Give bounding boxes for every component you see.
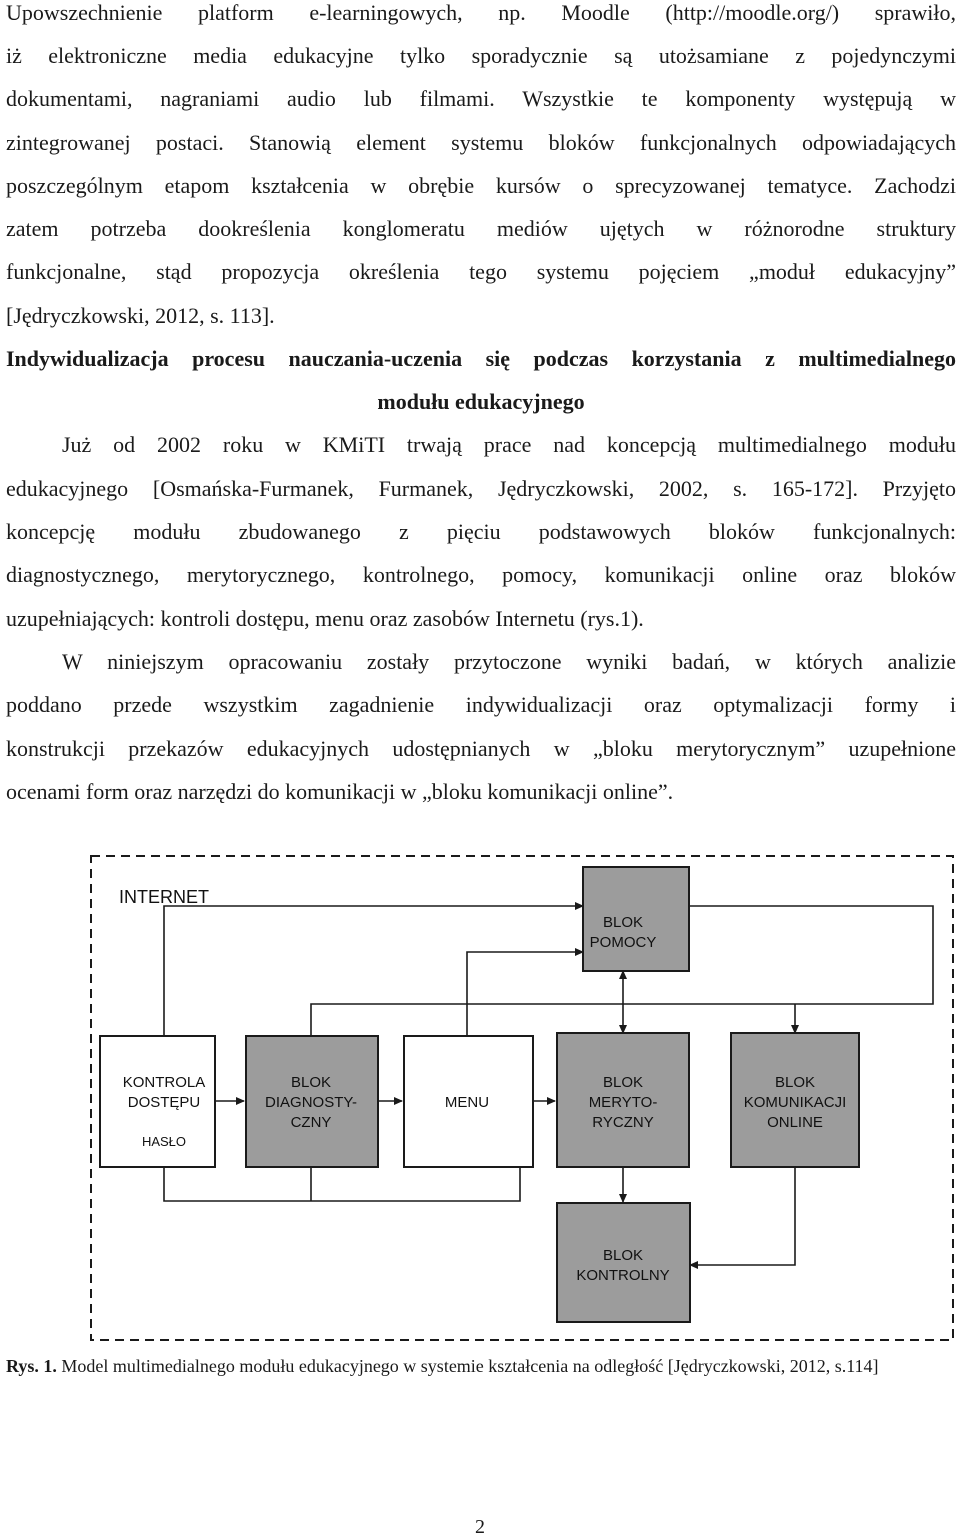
text-line: edukacyjnego [Osmańska-Furmanek, Furmanek, Jędryczkowski, 2002, s. 165-172]. Przyjęto — [6, 476, 956, 501]
text-line: koncepcję modułu zbudowanego z pięciu podstawowych bloków funkcjonalnych: — [6, 519, 956, 544]
blok-pomocy-line: BLOK — [602, 914, 644, 931]
blok-komunikacji-line: ONLINE — [767, 1114, 823, 1131]
figure-caption — [6, 1356, 936, 1377]
text-line: ocenami form oraz narzędzi do komunikacji w „bloku komunikacji online”. — [6, 779, 674, 804]
text-line: zatem potrzeba dookreślenia konglomeratu mediów ujętych w różnorodne struktury — [6, 216, 956, 241]
heading-line: Indywidualizacja procesu nauczania-uczenia się podczas korzystania z multimedialnego — [6, 346, 956, 371]
kontrola-dostepu-line: KONTROLA — [122, 1074, 206, 1091]
text-line: poszczególnym etapom kształcenia w obrębie kursów o sprecyzowanej tematyce. Zachodzi — [6, 173, 956, 198]
haslo-label: HASŁO — [141, 1134, 187, 1149]
blok-kontrolny-line: BLOK — [602, 1247, 644, 1264]
kontrola-dostepu-line: DOSTĘPU — [127, 1094, 201, 1111]
heading-line: modułu edukacyjnego — [377, 389, 585, 414]
text-line: [Jędryczkowski, 2012, s. 113]. — [6, 303, 275, 328]
text-line: W niniejszym opracowaniu zostały przytoczone wyniki badań, w których analizie — [62, 649, 956, 674]
internet-label: INTERNET — [119, 887, 209, 907]
blok-diagnostyczny-line: BLOK — [290, 1074, 332, 1091]
blok-pomocy-line: POMOCY — [589, 934, 657, 951]
text-line: poddano przede wszystkim zagadnienie indywidualizacji oraz optymalizacji formy i — [6, 692, 956, 717]
connector — [164, 906, 583, 1036]
caption-text: Model multimedialnego modułu edukacyjnego w systemie kształcenia na odległość [Jędryczkowski, 2012, s.114] — [56, 1356, 879, 1376]
text-line: konstrukcji przekazów edukacyjnych udostępnianych w „bloku merytorycznym” uzupełnione — [6, 736, 956, 761]
blok-diagnostyczny-line: DIAGNOSTY- — [265, 1094, 357, 1111]
text-line: iż elektroniczne media edukacyjne tylko sporadycznie są utożsamiane z pojedynczymi — [6, 43, 956, 68]
page-number: 2 — [475, 1516, 485, 1538]
blok-komunikacji-line: KOMUNIKACJI — [743, 1094, 847, 1111]
blok-kontrolny-line: KONTROLNY — [576, 1267, 670, 1284]
blok-merytoryczny-line: BLOK — [602, 1074, 644, 1091]
blok-merytoryczny-line: RYCZNY — [592, 1114, 654, 1131]
text-line: dokumentami, nagraniami audio lub filmami. Wszystkie te komponenty występują w — [6, 86, 956, 111]
text-line: zintegrowanej postaci. Stanowią element systemu bloków funkcjonalnych odpowiadających — [6, 130, 956, 155]
text-line: uzupełniających: kontroli dostępu, menu oraz zasobów Internetu (rys.1). — [6, 606, 644, 631]
blok-merytoryczny-line: MERYTO- — [588, 1094, 658, 1111]
menu-label: MENU — [444, 1094, 490, 1111]
text-line: Już od 2002 roku w KMiTI trwają prace nad koncepcją multimedialnego modułu — [62, 432, 956, 457]
connector — [690, 1167, 795, 1265]
blok-diagnostyczny-line: CZNY — [290, 1114, 332, 1131]
connector — [467, 952, 583, 1036]
text-line: Upowszechnienie platform e-learningowych, np. Moodle (http://moodle.org/) sprawiło, — [6, 0, 956, 25]
text-line: diagnostycznego, merytorycznego, kontrolnego, pomocy, komunikacji online oraz bloków — [6, 562, 956, 587]
text-line: funkcjonalne, stąd propozycja określenia tego systemu pojęciem „moduł edukacyjny” — [6, 259, 956, 284]
caption-label: Rys. 1. — [6, 1356, 57, 1376]
blok-komunikacji-line: BLOK — [774, 1074, 816, 1091]
